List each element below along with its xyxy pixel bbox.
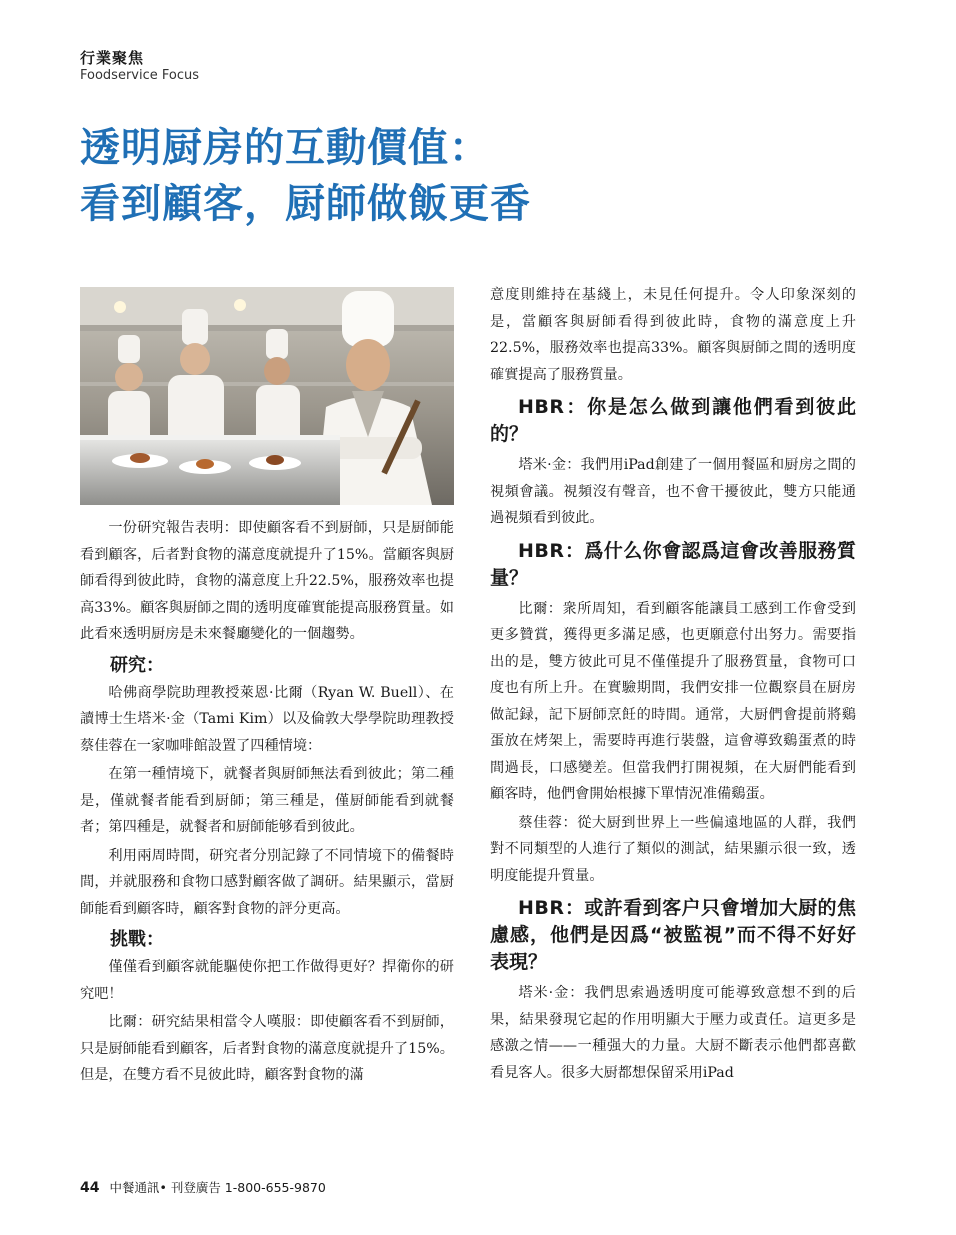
page-footer — [80, 1178, 326, 1196]
chefs-photo — [80, 287, 454, 505]
hbr-tag: HBR — [518, 396, 565, 418]
challenge-paragraph-2: 比爾：研究結果相當令人嘆服：即使顧客看不到厨師，只是厨師能看到顧客，后者對食物的滿意度就提升了15%。但是，在雙方看不見彼此時，顧客對食物的滿 — [80, 1014, 454, 1083]
question-3 — [490, 895, 856, 976]
hbr-tag: HBR — [518, 897, 565, 919]
right-column — [490, 282, 856, 1088]
article-title — [80, 120, 900, 232]
title-line-2: 看到顧客，厨師做飯更香 — [80, 180, 531, 227]
challenge-paragraph-1: 僅僅看到顧客就能驅使你把工作做得更好？捍衛你的研究吧！ — [80, 959, 454, 1002]
continued-paragraph: 意度則維持在基綫上，未見任何提升。令人印象深刻的是，當顧客與厨師看得到彼此時，食物的滿意度上升22.5%，服務效率也提高33%。顧客與厨師之間的透明度確實提高了服務質量。 — [490, 287, 856, 383]
research-paragraph-2: 在第一種情境下，就餐者與厨師無法看到彼此；第二種是，僅就餐者能看到厨師；第三種是，僅厨師能看到就餐者；第四種是，就餐者和厨師能够看到彼此。 — [80, 766, 454, 835]
question-2-text: ：爲什么你會認爲這會改善服務質量？ — [490, 539, 856, 589]
question-1 — [490, 394, 856, 448]
answer-2-paragraph-1: 比爾：衆所周知，看到顧客能讓員工感到工作會受到更多贊賞，獲得更多滿足感，也更願意付出努力。需要指出的是，雙方彼此可見不僅僅提升了服務質量，食物可口度也有所上升。在實驗期間，我們安排一位觀察員在厨房做記録，記下厨師烹飪的時間。通常，大厨們會提前將鷄蛋放在烤架上，需要時再進行裝盤，這會導致鷄蛋煮的時間過長，口感變差。但當我們打開視頻，在大厨們能看到顧客時，他們會開始根據下單情況准備鷄蛋。 — [490, 600, 856, 802]
page-number: 44 — [80, 1180, 100, 1196]
left-column — [80, 515, 454, 1091]
answer-2-paragraph-2: 蔡佳蓉：從大厨到世界上一些偏遠地區的人群，我們對不同類型的人進行了類似的測試，結果顯示很一致，透明度能提升質量。 — [490, 814, 856, 884]
title-line-1: 透明厨房的互動價值： — [80, 124, 490, 171]
section-label: 行業聚焦 — [80, 49, 145, 67]
question-1-text: ：你是怎么做到讓他們看到彼此的？ — [490, 396, 856, 445]
question-2 — [490, 538, 856, 592]
research-paragraph-3: 利用兩周時間，研究者分別記錄了不同情境下的備餐時間，并就服務和食物口感對顧客做了調研。結果顯示，當厨師能看到顧客時，顧客對食物的評分更高。 — [80, 847, 454, 917]
research-paragraph-1: 哈佛商學院助理教授萊恩·比爾（Ryan W. Buell）、在讀博士生塔米·金（Tami Kim）以及倫敦大學學院助理教授蔡佳蓉在一家咖啡館設置了四種情境： — [80, 684, 454, 754]
section-label-english: Foodservice Focus — [80, 68, 199, 83]
answer-1: 塔米·金：我們用iPad創建了一個用餐區和厨房之間的視頻會議。視頻沒有聲音，也不會干擾彼此，雙方只能通過視頻看到彼此。 — [490, 457, 856, 526]
research-heading: 研究： — [110, 654, 164, 676]
answer-3: 塔米·金：我們思索過透明度可能導致意想不到的后果，結果發現它起的作用明顯大于壓力或責任。這更多是感激之情——一種强大的力量。大厨不斷表示他們都喜歡看見客人。很多大厨都想保留采用iPad — [490, 985, 856, 1081]
question-3-text: ：或許看到客户只會增加大厨的焦慮感，他們是因爲“被監視”而不得不好好表現？ — [490, 897, 856, 973]
challenge-heading: 挑戰： — [110, 929, 164, 950]
intro-paragraph: 一份研究報告表明：即使顧客看不到厨師，只是厨師能看到顧客，后者對食物的滿意度就提升了15%。當顧客與厨師看得到彼此時，食物的滿意度上升22.5%，服務效率也提高33%。顧客與厨師之間的透明度確實能提高服務質量。如此看來透明厨房是未來餐廳變化的一個趨勢。 — [80, 520, 454, 642]
hbr-tag: HBR — [518, 539, 565, 562]
footer-text: 中餐通訊• 刊登廣告 1-800-655-9870 — [109, 1180, 326, 1195]
